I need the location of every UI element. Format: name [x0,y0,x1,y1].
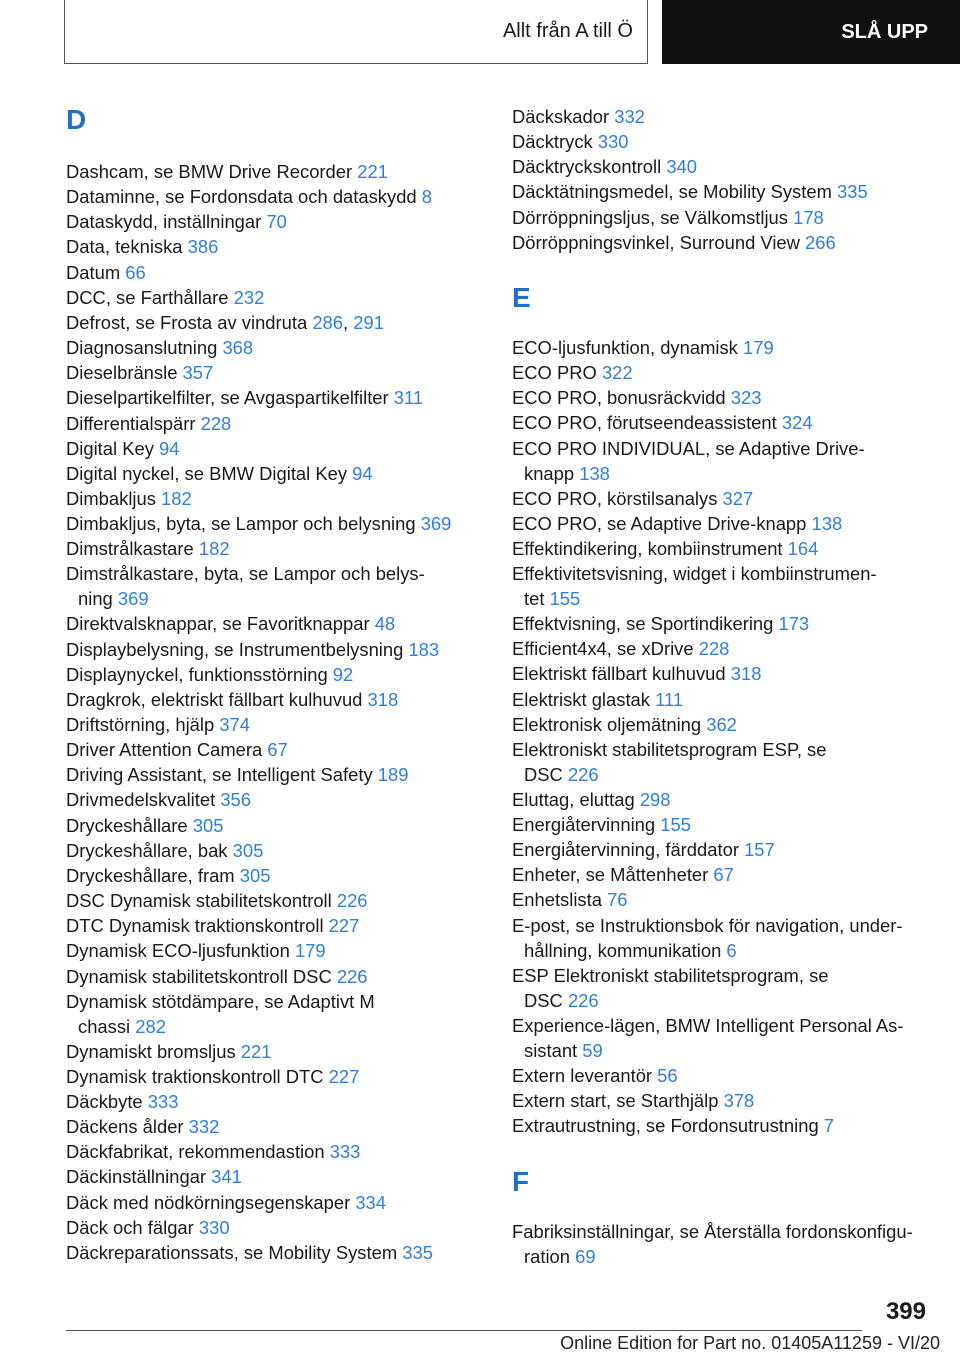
entry-text: ESP Elektroniskt stabilitetsprogram, se [512,964,829,986]
page-link[interactable]: 333 [147,1090,179,1112]
entry-text: Experience-lägen, BMW Intelligent Personal As- [512,1014,904,1036]
index-entry [66,938,326,963]
page-link[interactable]: 323 [730,387,762,409]
entry-text: E-post, se Instruktionsbok för navigation, under- [512,914,903,936]
entry-text: Extern leverantör [512,1064,658,1086]
page-link[interactable]: 227 [328,915,360,937]
index-entry [66,913,359,938]
page-link[interactable]: 227 [328,1065,360,1087]
entry-continuation [66,1014,375,1039]
index-entry [512,787,671,812]
index-entry [66,1114,219,1139]
entry-text: Energiåtervinning, färddator [512,839,745,861]
entry-text: Dynamisk ECO-ljusfunktion [66,940,295,962]
index-entry [66,1139,360,1164]
page-link[interactable]: 286 [312,311,344,333]
index-entry [66,1039,271,1064]
section-letter-d: D [66,104,87,135]
page-link[interactable]: 333 [329,1141,361,1163]
entry-text: DSC Dynamisk stabilitetskontroll [66,890,337,912]
page-link[interactable]: 70 [266,211,287,233]
page-link[interactable]: 111 [655,688,684,710]
index-entry [66,436,179,461]
index-entry [66,461,373,486]
page-link[interactable]: 335 [402,1241,433,1263]
entry-text: Dataskydd, inställningar [66,211,267,233]
page-link[interactable]: 138 [579,462,610,484]
entry-text: Elektriskt fällbart kulhuvud [512,663,731,685]
entry-text: Extern start, se Starthjälp [512,1089,724,1111]
page-link[interactable]: 332 [614,106,645,127]
entry-text: ECO PRO, körstilsanalys [512,487,723,509]
page-link[interactable]: 189 [377,764,409,786]
index-entry [66,787,251,812]
entry-continuation [512,586,877,611]
page-link[interactable]: 305 [232,839,264,861]
index-entry [66,712,250,737]
entry-continuation [66,586,425,611]
tab-a-to-z-label: Allt från A till Ö [502,20,633,42]
entry-text: Däckskador [512,106,615,127]
page-link[interactable]: 182 [161,487,192,509]
page-link[interactable]: 228 [200,412,232,434]
index-entry [66,335,253,360]
entry-text: Dimstrålkastare, byta, se Lampor och belys- [66,563,425,585]
index-entry [66,662,353,687]
index-entry [512,385,761,410]
index-entry [66,737,288,762]
page-link[interactable]: 386 [187,236,219,258]
index-entry [512,837,775,862]
index-entry [512,205,824,230]
index-entry [512,862,734,887]
page-link[interactable]: 322 [601,362,633,384]
page-link[interactable]: 48 [374,613,396,635]
entry-text: Elektriskt glastak [512,688,656,710]
page-link[interactable]: 138 [811,512,843,534]
entry-text: ECO-ljusfunktion, dynamisk [512,337,743,358]
index-entry [512,963,829,1013]
entry-text: Effektindikering, kombiinstrument [512,537,788,559]
page-link[interactable]: 76 [607,889,628,911]
entry-continuation [512,988,829,1013]
entry-text: Elektroniskt stabilitetsprogram ESP, se [512,738,827,760]
index-entry [66,511,451,536]
page-link[interactable]: 305 [239,864,271,886]
footer-divider [66,1330,862,1331]
entry-text: Dynamiskt bromsljus [66,1040,241,1062]
page-link[interactable]: 291 [353,311,384,333]
index-entry [66,486,192,511]
page-link[interactable]: 69 [575,1246,596,1267]
index-entry [512,687,683,712]
entry-text-cont: sistant [524,1039,583,1061]
entry-text: ECO PRO [512,362,602,384]
index-entry [66,360,213,385]
entry-text: Datum [66,261,126,283]
page-link[interactable]: 311 [393,387,424,409]
page-link[interactable]: 298 [639,788,671,810]
index-entry [66,159,388,184]
entry-text: Dryckeshållare [66,814,193,836]
index-entry [512,636,729,661]
index-entry [66,813,223,838]
page-link[interactable]: 335 [837,181,868,203]
entry-text: Däcktätningsmedel, se Mobility System [512,181,838,203]
entry-text: Data, tekniska [66,236,188,258]
entry-text: Displaynyckel, funktionsstörning [66,663,333,685]
entry-text: Direktvalsknappar, se Favoritknappar [66,613,375,635]
index-entry [512,1113,834,1138]
index-entry [66,838,263,863]
entry-text: Elektronisk oljemätning [512,713,707,735]
index-entry [512,436,865,486]
entry-text: ECO PRO, bonusräckvidd [512,387,731,409]
page-link[interactable]: 6 [726,939,737,961]
index-entry [66,687,398,712]
index-entry [66,209,287,234]
entry-text-cont: DSC [524,989,568,1011]
entry-text: Dimbakljus [66,487,162,509]
entry-text: Dragkrok, elektriskt fällbart kulhuvud [66,688,368,710]
index-entry [512,486,753,511]
tab-lookup[interactable] [662,0,960,64]
page-separator: , [343,311,354,333]
entry-text: Däckens ålder [66,1116,189,1138]
entry-continuation [512,762,826,787]
entry-text: ECO PRO, se Adaptive Drive-knapp [512,512,812,534]
index-entry [512,812,691,837]
entry-text: Dynamisk stabilitetskontroll DSC [66,965,337,987]
index-entry [512,1013,904,1063]
page-link[interactable]: 341 [211,1166,242,1188]
page-link[interactable]: 56 [657,1064,678,1086]
section-letter-e: E [512,282,531,313]
entry-text: Extrautrustning, se Fordonsutrustning [512,1114,824,1136]
entry-text-cont: ning [78,588,118,610]
page-link[interactable]: 330 [198,1216,230,1238]
index-entry [512,410,813,435]
entry-text-cont: tet [524,588,550,610]
index-entry [66,234,218,259]
entry-text-cont: chassi [78,1015,136,1037]
index-entry [512,511,842,536]
entry-text-cont: ration [524,1246,576,1267]
entry-text: Efficient4x4, se xDrive [512,638,699,660]
entry-text: Däcktryckskontroll [512,156,667,178]
entry-text: Effektvisning, se Sportindikering [512,613,779,635]
page-link[interactable]: 164 [787,537,819,559]
entry-text: Dynamisk stötdämpare, se Adaptivt M [66,990,375,1012]
page-link[interactable]: 362 [706,713,737,735]
index-entry [512,335,774,360]
entry-text: Digital nyckel, se BMW Digital Key [66,462,353,484]
page-link[interactable]: 179 [743,337,774,358]
index-entry [512,1063,678,1088]
entry-text: Dynamisk traktionskontroll DTC [66,1065,329,1087]
entry-text: Däck och fälgar [66,1216,199,1238]
index-entry [66,184,432,209]
index-entry [66,310,384,335]
index-entry [66,1190,386,1215]
top-navigation [0,0,960,68]
index-entry [66,1240,433,1265]
index-entry [66,536,230,561]
entry-text: Energiåtervinning [512,813,661,835]
page-link[interactable]: 266 [805,231,836,253]
entry-continuation [512,461,865,486]
index-entry [512,230,836,255]
page-link[interactable]: 92 [332,663,354,685]
page-link[interactable]: 178 [793,206,824,228]
entry-continuation [512,1244,913,1269]
entry-text: ECO PRO, förutseendeassistent [512,412,782,434]
entry-text-cont: DSC [524,763,568,785]
page-link[interactable]: 155 [660,813,691,835]
page-link[interactable]: 94 [352,462,373,484]
index-entry [66,1215,230,1240]
index-entry [66,863,270,888]
index-entry [66,285,264,310]
page-link[interactable]: 318 [730,663,762,685]
index-entry [512,179,868,204]
page-link[interactable]: 378 [723,1089,755,1111]
entry-text-cont: knapp [524,462,580,484]
entry-text: Drivmedelskvalitet [66,789,221,811]
index-entry [512,737,826,787]
entry-text: Dryckeshållare, bak [66,839,233,861]
page-link[interactable]: 357 [182,362,214,384]
page-link[interactable]: 318 [367,688,399,710]
index-entry [66,260,146,285]
entry-text: Eluttag, eluttag [512,788,640,810]
page-link[interactable]: 66 [125,261,146,283]
page-link[interactable]: 232 [233,286,265,308]
entry-text: Däckreparationssats, se Mobility System [66,1241,403,1263]
index-entry [66,1089,178,1114]
entry-text: Däckfabrikat, rekommendastion [66,1141,330,1163]
page-link[interactable]: 59 [582,1039,603,1061]
entry-text: Dieselbränsle [66,362,183,384]
entry-text: Dieselpartikelfilter, se Avgaspartikelfilter [66,387,394,409]
page-link[interactable]: 226 [567,989,599,1011]
entry-text: Dataminne, se Fordonsdata och dataskydd [66,186,422,208]
entry-text: Defrost, se Frosta av vindruta [66,311,313,333]
entry-text: Fabriksinställningar, se Återställa fordonskonfigu- [512,1221,913,1242]
entry-text: Dryckeshållare, fram [66,864,240,886]
page-link[interactable]: 226 [567,763,599,785]
page-link[interactable]: 226 [336,890,368,912]
page-link[interactable]: 374 [219,714,251,735]
page-link[interactable]: 226 [336,965,368,987]
entry-text: Effektivitetsvisning, widget i kombiinstrumen- [512,563,877,585]
index-entry [66,385,423,410]
page-link[interactable]: 340 [666,156,697,178]
page-link[interactable]: 8 [421,186,432,208]
entry-text: Dashcam, se BMW Drive Recorder [66,161,358,182]
page-link[interactable]: 332 [188,1116,220,1138]
entry-text: DTC Dynamisk traktionskontroll [66,915,329,937]
index-entry [512,913,903,963]
page-link[interactable]: 327 [722,487,754,509]
entry-text: Enheter, se Måttenheter [512,864,714,886]
page-link[interactable]: 369 [117,588,149,610]
tab-a-to-z[interactable] [64,0,648,64]
entry-text-cont: hållning, kommunikation [524,939,727,961]
index-entry [66,611,395,636]
index-entry [512,1088,754,1113]
entry-text: Driving Assistant, se Intelligent Safety [66,764,378,786]
index-entry [512,1219,913,1269]
page-link[interactable]: 67 [267,739,288,761]
entry-text: Enhetslista [512,889,608,911]
page-link[interactable]: 157 [744,839,775,861]
index-entry [512,104,645,129]
entry-text: Digital Key [66,437,160,459]
entry-text: Däckinställningar [66,1166,212,1188]
entry-text: Dimstrålkastare [66,538,199,560]
index-entry [66,1064,359,1089]
index-entry [512,712,737,737]
entry-text: Dimbakljus, byta, se Lampor och belysning [66,513,421,535]
footer-edition: Online Edition for Part no. 01405A11259 - VI/20 [560,1333,940,1353]
entry-text: Dörröppningsvinkel, Surround View [512,231,806,253]
page-link[interactable]: 182 [198,538,230,560]
index-entry [66,989,375,1039]
index-entry [66,561,425,611]
page-link[interactable]: 221 [240,1040,272,1062]
index-entry [66,964,368,989]
page-link[interactable]: 179 [294,940,326,962]
page-number: 399 [885,1298,926,1325]
entry-continuation [512,1038,904,1063]
page-link[interactable]: 330 [597,131,629,153]
entry-text: Driver Attention Camera [66,739,268,761]
index-entry [512,561,877,611]
page-link[interactable]: 67 [713,864,734,886]
page-link[interactable]: 368 [222,337,254,359]
entry-text: DCC, se Farthållare [66,286,234,308]
index-entry [66,411,231,436]
page-link[interactable]: 183 [408,638,440,660]
index-entry [66,637,439,662]
entry-text: Däcktryck [512,131,598,153]
page-link[interactable]: 173 [778,613,810,635]
page-link[interactable]: 324 [781,412,813,434]
entry-text: Diagnosanslutning [66,337,223,359]
index-entry [512,661,761,686]
entry-text: Displaybelysning, se Instrumentbelysning [66,638,409,660]
index-entry [512,887,628,912]
index-entry [512,129,629,154]
entry-text: Däck med nödkörningsegenskaper [66,1191,356,1213]
entry-text: Differentialspärr [66,412,201,434]
index-entry [512,536,818,561]
index-entry [512,154,697,179]
index-entry [512,611,809,636]
page-link[interactable]: 94 [159,437,180,459]
page-link[interactable]: 221 [357,161,388,182]
index-entry [66,1164,242,1189]
index-entry [66,888,368,913]
entry-text: ECO PRO INDIVIDUAL, se Adaptive Drive- [512,437,865,459]
page-link[interactable]: 7 [823,1114,835,1136]
page-link[interactable]: 305 [192,814,224,836]
entry-text: Däckbyte [66,1090,148,1112]
page-link[interactable]: 356 [220,789,252,811]
page-link[interactable]: 369 [420,513,452,535]
entry-continuation [512,938,903,963]
page-link[interactable]: 228 [698,638,730,660]
section-letter-f: F [512,1166,530,1197]
tab-lookup-label: SLÅ UPP [841,20,928,43]
index-entry [512,360,633,385]
entry-text: Driftstörning, hjälp [66,714,220,735]
page-link[interactable]: 155 [549,588,581,610]
page-link[interactable]: 334 [355,1191,386,1213]
index-entry [66,762,408,787]
entry-text: Dörröppningsljus, se Välkomstljus [512,206,794,228]
page-link[interactable]: 282 [135,1015,166,1037]
